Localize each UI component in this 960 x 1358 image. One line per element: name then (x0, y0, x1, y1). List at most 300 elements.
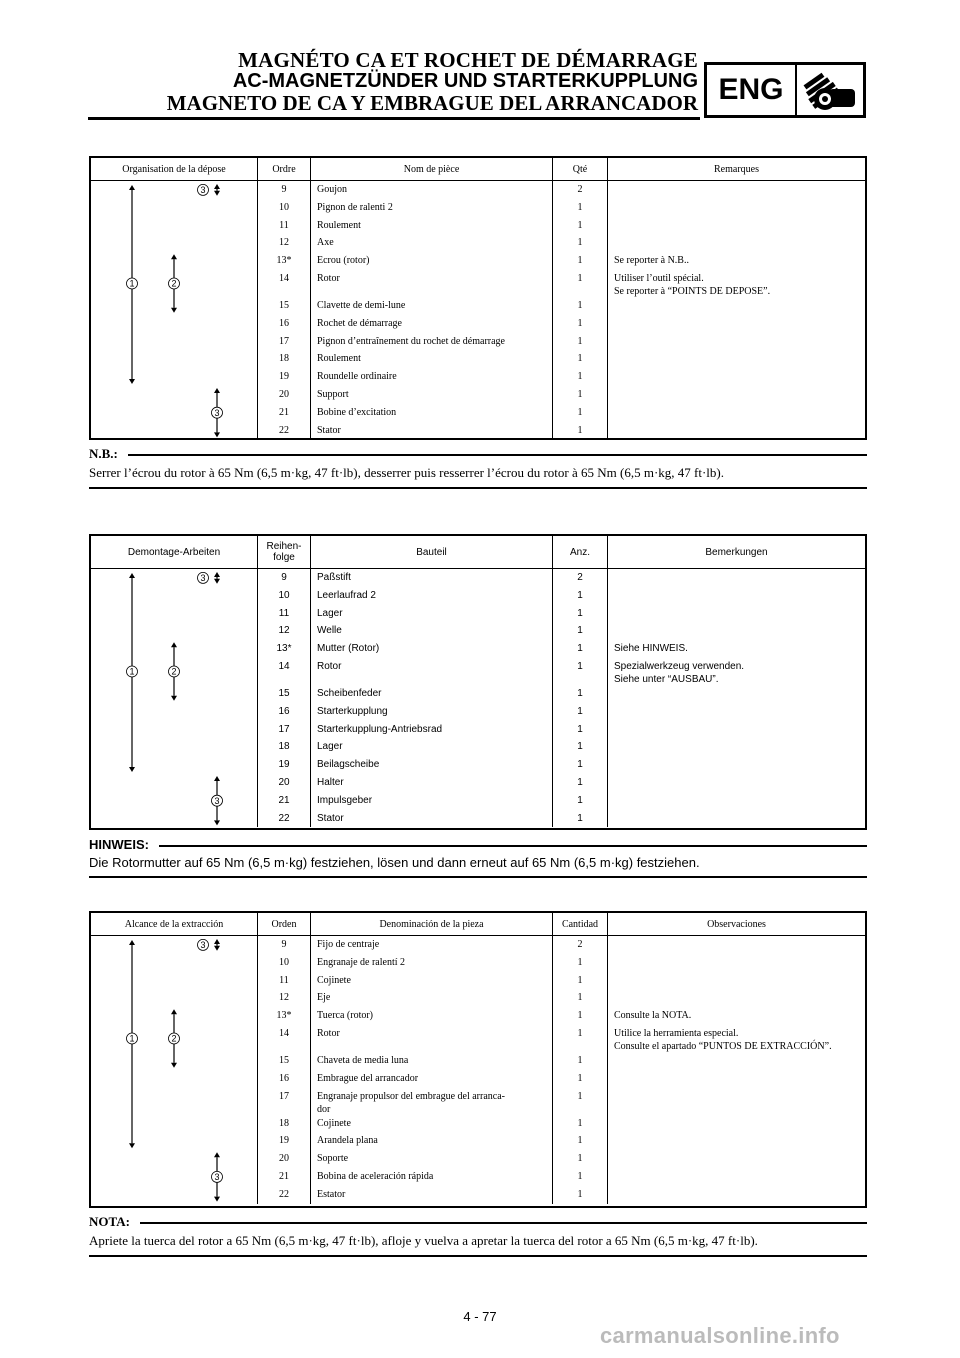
table-cell-ord: 15 (279, 299, 289, 311)
table-cell-rem (614, 622, 865, 640)
table-cell-rem (614, 1070, 865, 1088)
note-divider-bottom (89, 487, 867, 489)
table-cell-rem (614, 703, 865, 721)
table-cell-rem (614, 605, 865, 623)
table-cell-ord: 10 (278, 589, 290, 601)
step-2-marker (169, 1033, 180, 1044)
table-cell-ord: 21 (279, 406, 289, 418)
page-header (88, 50, 698, 114)
table-cell-ord: 18 (278, 741, 290, 753)
table-cell-ord: 22 (278, 812, 290, 824)
table-cell-ord: 11 (279, 219, 289, 231)
table-cell-name (317, 422, 552, 440)
table-cell-ord: 13* (276, 1010, 292, 1022)
table-cell-rem (614, 1115, 865, 1133)
step-3-marker-top (198, 572, 209, 583)
note-label: HINWEIS: (89, 837, 149, 852)
header-remarks: Remarques (714, 163, 759, 175)
table-cell-qty: 1 (577, 388, 583, 400)
table-cell-ord: 17 (278, 723, 290, 735)
table-cell-name (317, 756, 552, 774)
part-name: Leerlaufrad 2 (317, 589, 376, 601)
table-cell-rem (614, 810, 865, 828)
table-cell-qty: 1 (577, 776, 583, 788)
table-cell-rem (614, 685, 865, 703)
table-cell-ord: 9 (281, 572, 287, 583)
step-1-marker (127, 278, 138, 289)
table-cell-ord: 21 (279, 1170, 289, 1182)
column-rem (608, 569, 865, 827)
note-divider (128, 454, 867, 456)
table-cell-name (317, 181, 552, 199)
part-name: Eje (317, 992, 331, 1004)
arrow-head (214, 191, 220, 196)
table-header (91, 913, 865, 936)
table-cell-ord: 18 (279, 1117, 289, 1129)
table-cell-qty: 1 (577, 1090, 583, 1102)
column-org (91, 936, 258, 1204)
table-cell-name (317, 217, 552, 235)
column-qty (553, 181, 608, 439)
step-2-marker (169, 278, 180, 289)
table-cell-ord: 16 (278, 705, 290, 717)
header-remarks: Observaciones (707, 918, 766, 930)
table-cell-rem (614, 587, 865, 605)
part-name: Fijo de centraje (317, 939, 380, 950)
table-cell-name (317, 640, 552, 658)
note-text: Serrer l’écrou du rotor à 65 Nm (6,5 m·kg, 47 ft·lb), desserrer puis resserrer l’écrou du rotor à 65 Nm (6,5 m·kg, 47 ft·lb). (89, 465, 725, 480)
table-cell-rem (614, 774, 865, 792)
step-3-marker-bottom-label: 3 (214, 407, 220, 418)
note-divider-bottom (89, 1255, 867, 1257)
step-3-marker-bottom (212, 407, 223, 418)
table-cell-name (317, 315, 552, 333)
table-body (91, 181, 865, 439)
table-cell-ord: 16 (279, 317, 289, 329)
table-cell-qty: 1 (577, 219, 583, 231)
arrow-head (129, 940, 135, 945)
table-cell-qty: 1 (577, 1153, 583, 1165)
table-cell-qty: 1 (577, 956, 583, 968)
table-cell-name (317, 605, 552, 623)
table-cell-name (317, 774, 552, 792)
arrow-head (129, 1143, 135, 1148)
table-cell-qty: 1 (577, 607, 583, 619)
part-name: Ecrou (rotor) (317, 255, 370, 267)
column-qty (553, 936, 608, 1204)
remark-line-2: Consulte el apartado “PUNTOS DE EXTRACCIÓN”. (614, 1040, 832, 1052)
step-3-marker-bottom (212, 1171, 223, 1182)
removal-table-spanish (89, 911, 867, 1208)
table-cell-qty: 1 (577, 299, 583, 311)
table-cell-qty: 1 (577, 317, 583, 329)
remark-line-2: Siehe unter “AUSBAU”. (614, 673, 719, 685)
table-cell-rem (614, 1168, 865, 1186)
part-name: Starterkupplung-Antriebsrad (317, 723, 443, 735)
note-label: N.B.: (89, 446, 118, 461)
table-cell-name (317, 936, 552, 954)
table-cell-name (317, 1052, 552, 1070)
table-cell-rem (614, 386, 865, 404)
table-cell-name (317, 1132, 552, 1150)
table-cell-rem (614, 217, 865, 235)
table-cell-rem (614, 738, 865, 756)
table-cell-qty: 1 (577, 406, 583, 418)
table-cell-name (317, 721, 552, 739)
table-cell-name (317, 404, 552, 422)
part-name: Engranaje de ralentí 2 (317, 956, 406, 968)
arrow-head (171, 642, 177, 647)
header-quantity: Cantidad (553, 913, 608, 935)
table-cell-name (317, 1150, 552, 1168)
removal-order-diagram (91, 936, 258, 1204)
part-name: Starterkupplung (317, 705, 388, 717)
table-cell-rem (614, 1150, 865, 1168)
step-3-marker-top-label: 3 (200, 185, 206, 196)
table-cell-name (317, 1115, 552, 1133)
step-3-marker-top (198, 184, 209, 195)
header-organisation: Demontage-Arbeiten (91, 536, 258, 568)
part-name: Embrague del arrancador (317, 1072, 419, 1084)
header-organisation: Organisation de la dépose (91, 158, 258, 180)
section-badge-label: ENG (707, 65, 797, 115)
table-cell-name (317, 658, 552, 685)
note-label: NOTA: (89, 1214, 130, 1229)
title-french: MAGNÉTO CA ET ROCHET DE DÉMARRAGE (238, 48, 698, 72)
header-rule (88, 117, 700, 120)
table-cell-ord: 11 (278, 607, 290, 619)
header-part-name: Nom de pièce (311, 158, 553, 180)
step-3-marker-top-label: 3 (200, 573, 206, 584)
table-cell-qty: 1 (577, 237, 583, 249)
table-cell-rem (614, 181, 865, 199)
table-cell-rem (614, 569, 865, 587)
table-cell-qty: 1 (577, 974, 583, 986)
removal-order-diagram (91, 181, 258, 439)
table-cell-name (317, 1088, 552, 1115)
part-name: Stator (317, 812, 344, 824)
note-spanish (89, 1214, 867, 1257)
note-divider (159, 845, 867, 847)
part-name: Support (317, 388, 349, 400)
arrow-head (214, 946, 220, 951)
table-cell-rem (614, 792, 865, 810)
table-cell-qty: 1 (577, 705, 583, 717)
table-cell-rem (614, 1052, 865, 1070)
table-cell-rem (614, 368, 865, 386)
table-cell-rem (614, 721, 865, 739)
part-name: Arandela plana (317, 1135, 378, 1147)
table-cell-rem (614, 315, 865, 333)
column-ord (258, 569, 311, 827)
table-cell-ord: 10 (279, 201, 289, 213)
part-name: Welle (317, 625, 342, 637)
table-cell-qty: 1 (577, 687, 583, 699)
part-name: Cojinete (317, 974, 351, 986)
column-org (91, 569, 258, 827)
arrow-head (129, 573, 135, 578)
table-cell-qty: 1 (577, 1027, 583, 1039)
note-german (89, 837, 867, 878)
engine-icon (797, 65, 863, 115)
table-cell-ord: 14 (279, 1027, 289, 1039)
table-cell-qty: 1 (577, 723, 583, 735)
part-name: Stator (317, 424, 341, 436)
table-cell-name (317, 1025, 552, 1052)
part-name: Axe (317, 237, 334, 249)
part-name: Pignon d’entraînement du rochet de démarrage (317, 335, 505, 347)
arrow-head (214, 939, 220, 944)
part-name: Beilagscheibe (317, 759, 380, 771)
table-cell-name (317, 1186, 552, 1204)
table-cell-ord: 21 (278, 794, 290, 806)
table-cell-rem (614, 1025, 865, 1052)
table-cell-name (317, 368, 552, 386)
table-cell-ord: 9 (281, 939, 287, 950)
table-cell-ord: 22 (279, 1188, 289, 1200)
table-cell-rem (614, 658, 865, 685)
table-cell-ord: 20 (278, 776, 290, 788)
table-cell-rem (614, 252, 865, 270)
part-name-continued: dor (317, 1103, 331, 1115)
table-cell-rem (614, 234, 865, 252)
table-cell-ord: 11 (279, 974, 289, 986)
table-cell-name (317, 587, 552, 605)
part-name: Roulement (317, 219, 361, 231)
table-cell-name (317, 972, 552, 990)
table-cell-name (317, 703, 552, 721)
table-cell-qty: 2 (577, 572, 583, 583)
part-name: Impulsgeber (317, 794, 373, 806)
step-1-marker-label: 1 (129, 666, 135, 677)
arrow-head (171, 254, 177, 259)
column-ord (258, 181, 311, 439)
header-remarks: Bemerkungen (705, 546, 768, 558)
section-badge (704, 62, 866, 118)
table-cell-qty: 1 (577, 424, 583, 436)
remark-line-2: Se reporter à “POINTS DE DEPOSE”. (614, 285, 771, 297)
table-cell-name (317, 234, 552, 252)
part-name: Cojinete (317, 1117, 351, 1129)
table-body (91, 936, 865, 1204)
table-cell-rem (614, 954, 865, 972)
part-name: Lager (317, 607, 343, 619)
note-text: Die Rotormutter auf 65 Nm (6,5 m·kg) festziehen, lösen und dann erneut auf 65 Nm (6,5 m·kg) festziehen. (89, 855, 700, 870)
part-name: Mutter (Rotor) (317, 643, 380, 655)
table-cell-ord: 13* (276, 643, 292, 655)
note-french (89, 446, 867, 489)
remark-line: Utiliser l’outil spécial. (614, 272, 704, 284)
table-cell-rem (614, 989, 865, 1007)
part-name: Halter (317, 776, 344, 788)
arrow-head (214, 432, 220, 437)
table-cell-qty: 1 (577, 255, 583, 267)
column-rem (608, 181, 865, 439)
header-order: Ordre (258, 158, 311, 180)
step-2-marker-label: 2 (171, 666, 177, 677)
arrow-head (171, 1009, 177, 1014)
table-cell-name (317, 810, 552, 828)
table-cell-ord: 19 (279, 371, 289, 383)
header-quantity: Anz. (553, 536, 608, 568)
arrow-head (129, 379, 135, 384)
part-name: Scheibenfeder (317, 687, 382, 699)
table-header (91, 158, 865, 181)
step-2-marker-label: 2 (171, 1033, 177, 1044)
table-cell-name (317, 1007, 552, 1025)
table-cell-qty: 1 (577, 1170, 583, 1182)
table-cell-rem (614, 936, 865, 954)
arrow-head (171, 696, 177, 701)
part-name: Paßstift (317, 572, 351, 583)
table-cell-name (317, 738, 552, 756)
table-cell-rem (614, 1186, 865, 1204)
table-cell-ord: 10 (279, 956, 289, 968)
remark-line: Consulte la NOTA. (614, 1010, 692, 1022)
table-cell-ord: 17 (279, 1090, 289, 1102)
table-cell-ord: 20 (279, 388, 289, 400)
step-1-marker-label: 1 (129, 1033, 135, 1044)
table-cell-name (317, 954, 552, 972)
part-name: Tuerca (rotor) (317, 1010, 374, 1022)
table-cell-ord: 9 (281, 184, 287, 195)
table-cell-qty: 2 (577, 939, 583, 950)
part-name: Pignon de ralenti 2 (317, 201, 393, 213)
part-name: Roulement (317, 353, 361, 365)
arrow-head (214, 1197, 220, 1202)
part-name: Goujon (317, 184, 347, 195)
table-cell-rem (614, 199, 865, 217)
table-cell-name (317, 685, 552, 703)
table-cell-ord: 14 (279, 272, 289, 284)
table-cell-name (317, 792, 552, 810)
table-cell-qty: 1 (577, 992, 583, 1004)
arrow-head (214, 776, 220, 781)
note-divider-bottom (89, 876, 867, 878)
table-cell-rem (614, 1132, 865, 1150)
table-cell-name (317, 1070, 552, 1088)
part-name: Bobine d’excitation (317, 406, 397, 418)
remark-line: Se reporter à N.B.. (614, 255, 689, 267)
arrow-head (214, 184, 220, 189)
table-cell-qty: 1 (577, 759, 583, 771)
step-3-marker-bottom (212, 795, 223, 806)
table-cell-ord: 13* (276, 255, 292, 267)
table-cell-name (317, 333, 552, 351)
table-cell-qty: 1 (577, 1135, 583, 1147)
column-name (311, 936, 553, 1204)
table-cell-ord: 17 (279, 335, 289, 347)
remark-line: Utilice la herramienta especial. (614, 1027, 739, 1039)
table-cell-name (317, 1168, 552, 1186)
step-3-marker-bottom-label: 3 (214, 795, 220, 806)
table-cell-qty: 1 (577, 643, 583, 655)
table-cell-qty: 1 (577, 625, 583, 637)
table-cell-qty: 1 (577, 812, 583, 824)
table-cell-name (317, 622, 552, 640)
table-cell-qty: 1 (577, 353, 583, 365)
step-3-marker-top-label: 3 (200, 940, 206, 951)
remark-line: Siehe HINWEIS. (614, 643, 688, 655)
table-cell-qty: 1 (577, 1117, 583, 1129)
arrow-head (129, 767, 135, 772)
table-cell-rem (614, 333, 865, 351)
table-cell-qty: 1 (577, 201, 583, 213)
part-name: Estator (317, 1188, 346, 1200)
table-cell-name (317, 270, 552, 297)
table-cell-rem (614, 640, 865, 658)
table-cell-qty: 1 (577, 794, 583, 806)
arrow-head (171, 1063, 177, 1068)
step-3-marker-top (198, 939, 209, 950)
title-german: AC-MAGNETZÜNDER UND STARTERKUPPLUNG (232, 70, 698, 92)
column-qty (553, 569, 608, 827)
table-cell-ord: 15 (279, 1054, 289, 1066)
table-cell-qty: 1 (577, 589, 583, 601)
table-cell-ord: 15 (278, 687, 290, 699)
table-cell-name (317, 386, 552, 404)
table-cell-ord: 12 (279, 237, 289, 249)
table-cell-name (317, 252, 552, 270)
page-number: 4 - 77 (463, 1309, 497, 1324)
header-part-name: Bauteil (311, 536, 553, 568)
arrow-head (214, 572, 220, 577)
column-name (311, 181, 553, 439)
part-name: Rotor (317, 660, 342, 672)
table-cell-name (317, 297, 552, 315)
table-header (91, 536, 865, 569)
removal-table-french (89, 156, 867, 440)
header-order: Orden (258, 913, 311, 935)
table-cell-rem (614, 756, 865, 774)
part-name: Lager (317, 741, 343, 753)
header-part-name: Denominación de la pieza (311, 913, 553, 935)
header-quantity: Qté (553, 158, 608, 180)
header-organisation: Alcance de la extracción (91, 913, 258, 935)
table-cell-ord: 19 (279, 1135, 289, 1147)
step-1-marker (127, 666, 138, 677)
table-cell-name (317, 199, 552, 217)
table-cell-rem (614, 297, 865, 315)
step-2-marker (169, 666, 180, 677)
table-cell-ord: 16 (279, 1072, 289, 1084)
table-cell-qty: 1 (577, 1072, 583, 1084)
arrow-head (214, 820, 220, 825)
step-3-marker-bottom-label: 3 (214, 1172, 220, 1183)
table-cell-rem (614, 270, 865, 297)
arrow-head (214, 388, 220, 393)
column-org (91, 181, 258, 439)
table-cell-qty: 1 (577, 272, 583, 284)
column-ord (258, 936, 311, 1204)
arrow-head (129, 185, 135, 190)
table-cell-ord: 19 (278, 759, 290, 771)
column-rem (608, 936, 865, 1204)
table-cell-rem (614, 1088, 865, 1115)
arrow-head (171, 308, 177, 313)
table-cell-name (317, 569, 552, 587)
arrow-head (214, 1152, 220, 1157)
part-name: Rochet de démarrage (317, 317, 402, 329)
table-cell-rem (614, 404, 865, 422)
part-name: Rotor (317, 1027, 340, 1039)
removal-order-diagram (91, 569, 258, 827)
removal-table-german (89, 534, 867, 830)
table-cell-qty: 1 (577, 371, 583, 383)
table-cell-rem (614, 350, 865, 368)
part-name: Chaveta de media luna (317, 1054, 409, 1066)
table-cell-ord: 12 (279, 992, 289, 1004)
